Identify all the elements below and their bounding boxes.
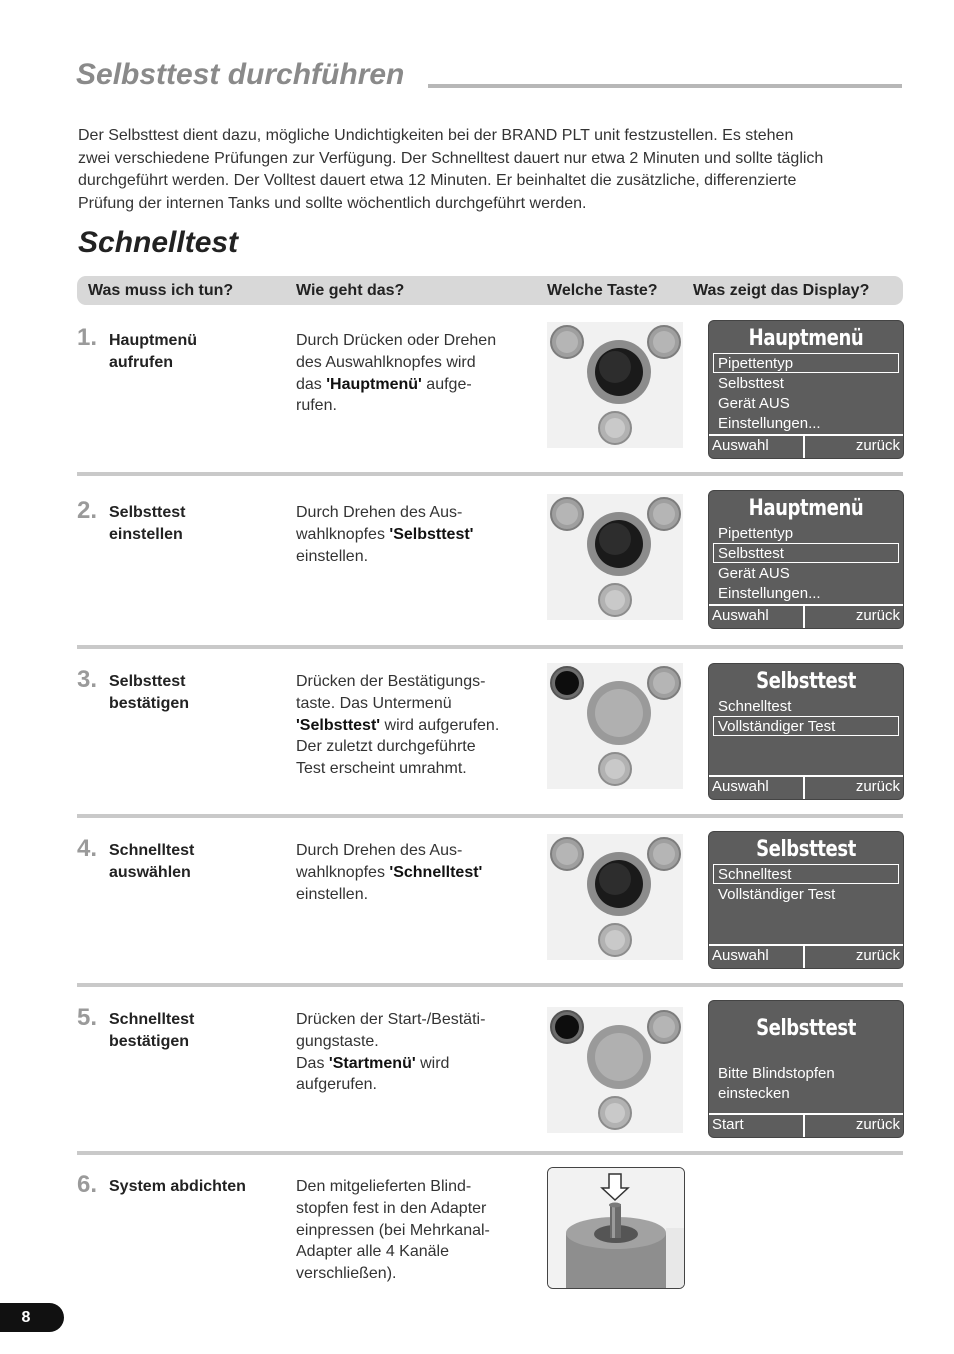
- how-line: Der zuletzt durchgeführte: [296, 738, 476, 756]
- device-display: [708, 320, 904, 459]
- how-line: einstellen.: [296, 885, 369, 903]
- step-number: 1.: [77, 324, 98, 351]
- intro-line: Der Selbsttest dient dazu, mögliche Undichtigkeiten bei der BRAND PLT unit festzustellen. Es stehen: [78, 127, 794, 144]
- how-line: Den mitgelieferten Blind-: [296, 1178, 472, 1195]
- title-rule: [428, 84, 902, 88]
- step-number: 2.: [77, 497, 98, 524]
- how-line: einstellen.: [296, 547, 369, 565]
- display-footer: [709, 775, 903, 799]
- step-what-line: auswählen: [109, 864, 191, 881]
- how-line: wahlknopfes 'Selbsttest': [296, 525, 474, 543]
- step-divider: [77, 472, 903, 476]
- step-what-line: Selbsttest: [109, 673, 186, 690]
- how-line: Drücken der Bestätigungs-: [296, 673, 486, 690]
- display-title: Selbsttest: [756, 1016, 856, 1041]
- how-line: verschließen).: [296, 1265, 397, 1283]
- table-header: [77, 276, 903, 305]
- softkey-left-label: Auswahl: [709, 777, 805, 799]
- display-item-selected: Schnelltest: [713, 864, 899, 884]
- how-line: 'Selbsttest' wird aufgerufen.: [296, 716, 500, 734]
- step-divider: [77, 814, 903, 818]
- display-title: Selbsttest: [756, 837, 856, 862]
- step-number: 3.: [77, 666, 98, 693]
- intro-line: Prüfung der internen Tanks und sollte wöchentlich durchgeführt werden.: [78, 194, 587, 212]
- display-message-line: Bitte Blindstopfen: [718, 1065, 835, 1082]
- step-what-line: einstellen: [109, 526, 183, 543]
- display-footer: [709, 604, 903, 628]
- step-number: 6.: [77, 1171, 98, 1198]
- intro-line: durchgeführt werden. Der Volltest dauert etwa 12 Minuten. Er beinhaltet die zusätzliche, differenzierte: [78, 172, 797, 189]
- keypad-confirm-highlight: [547, 663, 683, 789]
- how-line: Durch Drehen des Aus-: [296, 842, 463, 859]
- step-2: [77, 472, 903, 642]
- step-what-line: bestätigen: [109, 695, 190, 712]
- display-item: Schnelltest: [718, 698, 792, 715]
- step-what: [109, 1009, 279, 1053]
- header-display: Was zeigt das Display?: [693, 282, 870, 299]
- display-item: Gerät AUS: [718, 565, 790, 582]
- step-what: [109, 330, 279, 374]
- how-line: stopfen fest in den Adapter: [296, 1199, 487, 1217]
- intro-paragraph: [78, 125, 903, 215]
- display-message-line: einstecken: [718, 1085, 790, 1102]
- how-line: Durch Drücken oder Drehen: [296, 332, 497, 349]
- display-item: Einstellungen...: [718, 415, 821, 432]
- step-divider: [77, 983, 903, 987]
- step-what-line: Schnelltest: [109, 1011, 195, 1028]
- display-title: Selbsttest: [756, 669, 856, 694]
- step-how: [296, 671, 536, 780]
- display-footer: [709, 944, 903, 968]
- display-title: Hauptmenü: [748, 496, 864, 521]
- step-3: [77, 645, 903, 815]
- keypad-knob-highlight: [547, 834, 683, 960]
- device-display: [708, 490, 904, 629]
- step-how: [296, 1009, 536, 1096]
- device-display: [708, 1000, 904, 1138]
- step-what: [109, 1176, 279, 1198]
- page-title: Selbsttest durchführen: [76, 58, 405, 91]
- keypad-start-highlight: [547, 1007, 683, 1133]
- softkey-right-label: zurück: [855, 1116, 900, 1133]
- step-number: 5.: [77, 1004, 98, 1031]
- header-what: Was muss ich tun?: [88, 282, 234, 299]
- step-6: [77, 1151, 903, 1301]
- how-line: des Auswahlknopfes wird: [296, 353, 476, 371]
- step-divider: [77, 645, 903, 649]
- softkey-left-label: Start: [709, 1115, 805, 1137]
- display-item-selected: Vollständiger Test: [713, 716, 899, 736]
- how-line: Drücken der Start-/Bestäti-: [296, 1011, 486, 1028]
- display-item: Vollständiger Test: [718, 886, 836, 903]
- softkey-right-label: zurück: [855, 947, 900, 964]
- adapter-plug-photo: [547, 1167, 685, 1289]
- step-how: [296, 840, 536, 905]
- step-divider: [77, 1151, 903, 1155]
- display-item-selected: Selbsttest: [713, 543, 899, 563]
- step-what: [109, 840, 279, 884]
- keypad-knob-highlight: [547, 322, 683, 448]
- step-how: [296, 502, 536, 567]
- how-line: rufen.: [296, 397, 337, 415]
- keypad-knob-highlight: [547, 494, 683, 620]
- softkey-right-label: zurück: [855, 437, 900, 454]
- step-what-line: Schnelltest: [109, 842, 195, 859]
- display-item: Selbsttest: [718, 375, 784, 392]
- device-display: [708, 831, 904, 969]
- how-line: einpressen (bei Mehrkanal-: [296, 1221, 490, 1239]
- how-line: das 'Hauptmenü' aufge-: [296, 375, 472, 393]
- softkey-left-label: Auswahl: [709, 606, 805, 628]
- display-title: Hauptmenü: [748, 326, 864, 351]
- step-what-line: bestätigen: [109, 1033, 190, 1050]
- softkey-right-label: zurück: [855, 778, 900, 795]
- step-4: [77, 814, 903, 984]
- device-display: [708, 663, 904, 800]
- softkey-left-label: Auswahl: [709, 436, 805, 458]
- step-what: [109, 671, 279, 715]
- how-line: wahlknopfes 'Schnelltest': [296, 863, 483, 881]
- section-title: Schnelltest: [78, 226, 239, 259]
- step-what-line: aufrufen: [109, 354, 173, 371]
- display-footer: [709, 434, 903, 458]
- softkey-left-label: Auswahl: [709, 946, 805, 968]
- step-number: 4.: [77, 835, 98, 862]
- step-what: [109, 502, 279, 546]
- how-line: Test erscheint umrahmt.: [296, 760, 467, 778]
- display-footer: [709, 1113, 903, 1137]
- how-line: Durch Drehen des Aus-: [296, 504, 463, 521]
- header-key: Welche Taste?: [547, 282, 658, 299]
- step-1: [77, 320, 903, 470]
- softkey-right-label: zurück: [855, 607, 900, 624]
- display-item: Einstellungen...: [718, 585, 821, 602]
- step-how: [296, 330, 536, 417]
- header-how: Wie geht das?: [296, 282, 405, 299]
- display-item-selected: Pipettentyp: [713, 353, 899, 373]
- step-how: [296, 1176, 536, 1285]
- intro-line: zwei verschiedene Prüfungen zur Verfügung. Der Schnelltest dauert nur etwa 2 Minuten und sollte täglich: [78, 149, 824, 167]
- how-line: aufgerufen.: [296, 1076, 377, 1094]
- step-5: [77, 983, 903, 1153]
- step-what-line: Hauptmenü: [109, 332, 197, 349]
- display-item: Gerät AUS: [718, 395, 790, 412]
- how-line: Adapter alle 4 Kanäle: [296, 1243, 449, 1261]
- step-what-line: System abdichten: [109, 1178, 246, 1195]
- display-item: Pipettentyp: [718, 525, 794, 542]
- step-what-line: Selbsttest: [109, 504, 186, 521]
- how-line: gungstaste.: [296, 1032, 379, 1050]
- how-line: Das 'Startmenü' wird: [296, 1054, 450, 1072]
- how-line: taste. Das Untermenü: [296, 694, 452, 712]
- page-number: 8: [0, 1303, 64, 1332]
